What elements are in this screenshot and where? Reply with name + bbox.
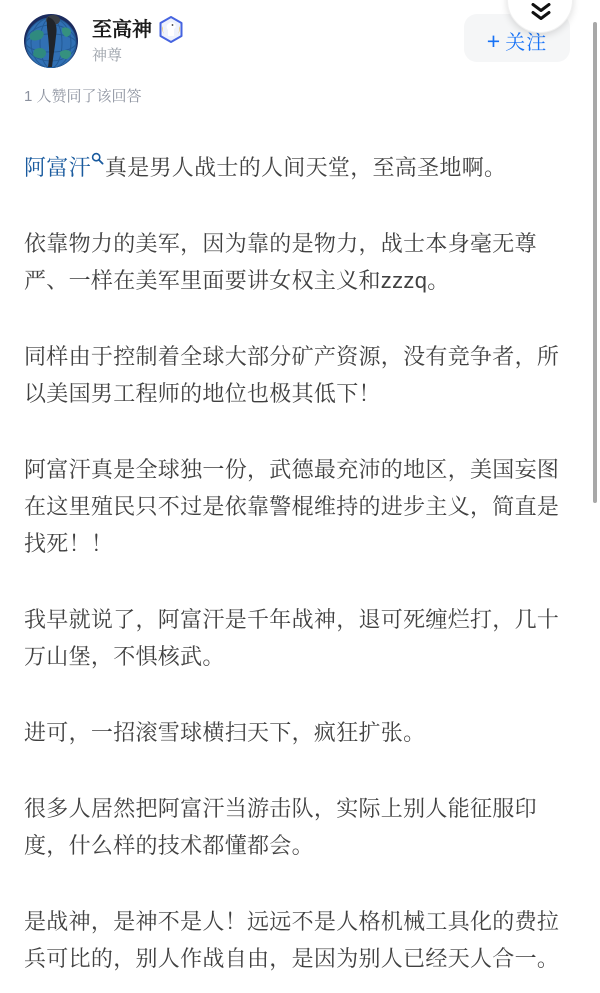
answer-paragraph: 是战神，是神不是人！远远不是人格机械工具化的费拉兵可比的，别人作战自由，是因为别人已经天人合一。	[24, 909, 560, 971]
author-info	[92, 16, 184, 65]
search-icon	[91, 140, 104, 154]
answer-paragraph: 同样由于控制着全球大部分矿产资源，没有竞争者，所以美国男工程师的地位也极其低下！	[24, 344, 560, 406]
upvote-count-text: 1 人赞同了该回答	[24, 88, 142, 105]
follow-button-label: 关注	[505, 32, 548, 54]
answer-paragraph: 依靠物力的美军，因为靠的是物力，战士本身毫无尊严、一样在美军里面要讲女权主义和zzzq。	[24, 231, 537, 293]
plus-icon: +	[486, 27, 501, 54]
double-chevron-down-icon	[530, 3, 552, 21]
answer-paragraph: 进可，一招滚雪球横扫天下，疯狂扩张。	[24, 720, 426, 745]
identity-badge-icon	[158, 16, 184, 43]
topic-link-afghanistan[interactable]: 阿富汗	[24, 155, 105, 180]
user-avatar[interactable]	[24, 14, 78, 68]
globe-tornado-avatar-image	[24, 14, 78, 68]
answer-paragraph: 我早就说了，阿富汗是千年战神，退可死缠烂打，几十万山堡，不惧核武。	[24, 607, 560, 669]
answer-paragraph-text: 真是男人战士的人间天堂，至高圣地啊。	[104, 155, 507, 180]
author-tagline: 神尊	[92, 47, 123, 64]
answer-paragraph: 很多人居然把阿富汗当游击队，实际上别人能征服印度，什么样的技术都懂都会。	[24, 796, 537, 858]
scrollbar-thumb[interactable]	[593, 22, 597, 503]
answer-content	[0, 140, 600, 977]
answer-paragraph	[24, 140, 576, 186]
answer-paragraph: 阿富汗真是全球独一份，武德最充沛的地区，美国妄图在这里殖民只不过是依靠警棍维持的进步主义，简直是找死！！	[24, 457, 560, 556]
author-name[interactable]: 至高神	[92, 18, 152, 41]
